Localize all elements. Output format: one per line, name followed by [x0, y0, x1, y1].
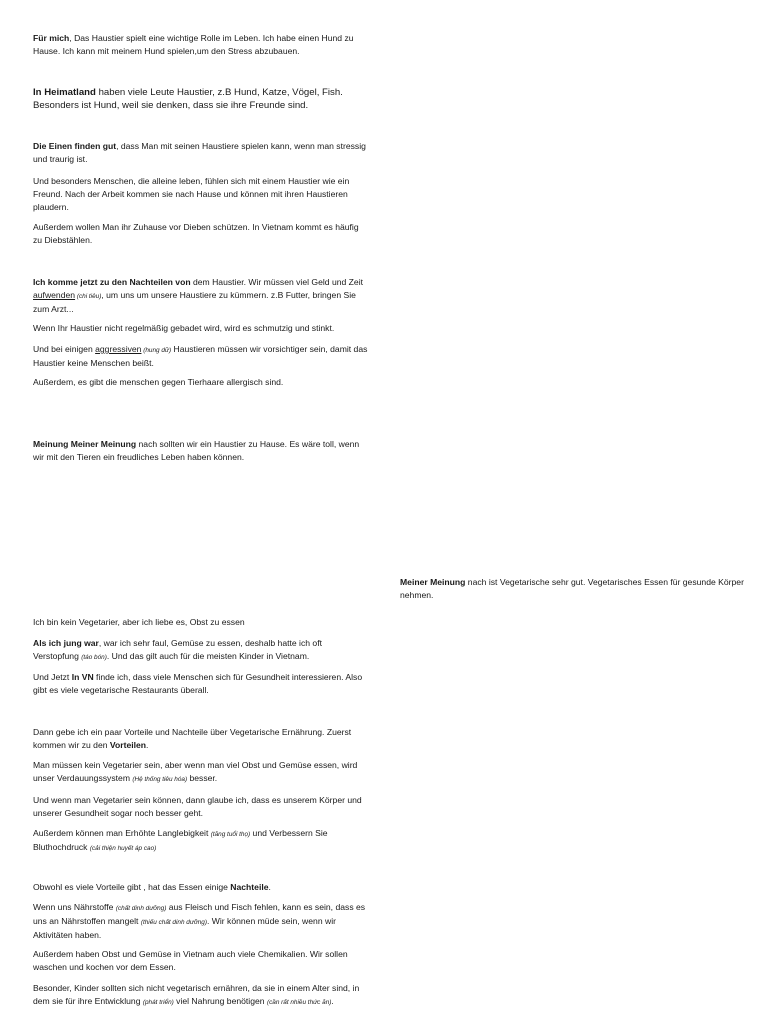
- bold-lead: Die Einen finden gut: [33, 141, 117, 151]
- paragraph-bathing: Wenn Ihr Haustier nicht regelmäßig gebadet wird, wird es schmutzig und stinkt.: [33, 323, 335, 333]
- paragraph-children: [33, 982, 368, 1009]
- bold-lead: Ich komme jetzt zu den Nachteilen von: [33, 277, 191, 287]
- paragraph-text: Und bei einigen: [33, 344, 96, 354]
- paragraph-living-alone: Und besonders Menschen, die alleine leben, fühlen sich mit einem Haustier wie ein Freund. Nach der Arbeit kommen sie nach Hause und können mit ihren Haustieren plaudern.: [33, 176, 350, 212]
- paragraph-not-vegetarian: Ich bin kein Vegetarier, aber ich liebe es, Obst zu essen: [33, 617, 245, 627]
- paragraph-text: dem Haustier. Wir müssen viel Geld und Zeit: [190, 277, 364, 287]
- paragraph-text: Dann gebe ich ein paar Vorteile und Nachteile über Vegetarische Ernährung. Zuerst kommen wir zu den: [33, 727, 352, 750]
- paragraph-pet-importance: [33, 32, 368, 58]
- paragraph-text: Außerdem können man Erhöhte Langlebigkeit: [33, 828, 211, 838]
- paragraph-text: Obwohl es viele Vorteile gibt , hat das Essen einige: [33, 882, 231, 892]
- paragraph-childhood: [33, 637, 368, 664]
- paragraph-text: finde ich, dass viele Menschen sich für Gesundheit interessieren. Also gibt es viele vegetarische Restaurants überall.: [33, 672, 363, 695]
- paragraph-body-health: Und wenn man Vegetarier sein können, dann glaube ich, dass es unserem Körper und unserer Gesundheit sogar noch besser geht.: [33, 795, 362, 818]
- vietnamese-note: (tăng tuổi thọ): [210, 831, 251, 838]
- paragraph-allergy: Außerdem, es gibt die menschen gegen Tierhaare allergisch sind.: [33, 377, 284, 387]
- paragraph-text: . Und das gilt auch für die meisten Kinder in Vietnam.: [106, 651, 310, 661]
- bold-word: In VN: [71, 672, 94, 682]
- paragraph-advantages-intro: [33, 140, 368, 166]
- paragraph-text: Besonder, Kinder sollten sich nicht vegetarisch ernähren, da sie in einem Alter sind, in dem sie für ihre Entwicklung: [33, 983, 360, 1006]
- bold-lead: Meiner Meinung: [400, 577, 466, 587]
- vietnamese-note: (cải thiện huyết áp cao): [89, 845, 157, 852]
- paragraph-opinion-vegetarian: [400, 576, 745, 602]
- bold-lead: In Heimatland: [33, 87, 96, 98]
- vietnamese-note: (táo bón): [81, 654, 107, 661]
- paragraph-text: .: [331, 996, 334, 1006]
- paragraph-nutrients: [33, 901, 368, 942]
- paragraph-text: .: [146, 740, 149, 750]
- paragraph-homeland: [33, 86, 373, 112]
- paragraph-text: viel Nahrung benötigen: [173, 996, 267, 1006]
- paragraph-opinion-pets: [33, 438, 368, 464]
- vietnamese-note: (hung dữ): [141, 347, 172, 354]
- paragraph-text: Man müssen kein Vegetarier sein, aber wenn man viel Obst und Gemüse essen, wird unser Verdauungssystem: [33, 760, 358, 783]
- paragraph-text: , dass Man mit seinen Haustiere spielen kann, wenn man stressig und traurig ist.: [33, 141, 366, 164]
- paragraph-text: haben viele Leute Haustier, z.B Hund, Katze, Vögel, Fish. Besonders ist Hund, weil sie denken, dass sie ihre Freunde sind.: [33, 87, 343, 111]
- underlined-word: aufwenden: [33, 290, 76, 300]
- paragraph-text: nach ist Vegetarische sehr gut. Vegetarisches Essen für gesunde Körper nehmen.: [400, 577, 744, 600]
- vietnamese-note: (phát triển): [142, 999, 174, 1006]
- paragraph-thieves: Außerdem wollen Man ihr Zuhause vor Dieben schützen. In Vietnam kommt es häufig zu Diebstählen.: [33, 222, 359, 245]
- paragraph-vorteile-intro: [33, 726, 368, 752]
- paragraph-text: nach sollten wir ein Haustier zu Hause. Es wäre toll, wenn wir mit den Tieren ein freudliches Leben haben können.: [33, 439, 360, 462]
- paragraph-text: besser.: [187, 773, 218, 783]
- paragraph-text: , Das Haustier spielt eine wichtige Rolle im Leben. Ich habe einen Hund zu Hause. Ich kann mit meinem Hund spielen,um den Stress abzubauen.: [33, 33, 354, 56]
- paragraph-text: . Wir können müde sein, wenn wir Aktivitäten haben.: [33, 916, 336, 940]
- bold-word: Nachteile: [230, 882, 269, 892]
- paragraph-text: Und Jetzt: [33, 672, 72, 682]
- paragraph-nachteile-intro: [33, 881, 368, 894]
- underlined-word: aggressiven: [95, 344, 142, 354]
- vietnamese-note: (chất dinh dưỡng): [115, 905, 167, 912]
- paragraph-health-interest: [33, 671, 368, 697]
- vietnamese-note: (chi tiêu): [75, 293, 102, 300]
- paragraph-text: Wenn uns Nährstoffe: [33, 902, 116, 912]
- paragraph-text: , war ich sehr faul, Gemüse zu essen, deshalb hatte ich oft Verstopfung: [33, 638, 322, 661]
- bold-lead: Meinung Meiner Meinung: [33, 439, 137, 449]
- paragraph-longevity: [33, 827, 368, 855]
- paragraph-chemicals: Außerdem haben Obst und Gemüse in Vietnam auch viele Chemikalien. Wir sollen waschen und kochen vor dem Essen.: [33, 949, 348, 972]
- paragraph-aggressive: [33, 343, 368, 370]
- bold-lead: Für mich: [33, 33, 70, 43]
- paragraph-digestion: [33, 759, 368, 786]
- bold-word: Vorteilen: [109, 740, 147, 750]
- vietnamese-note: (cần rất nhiều thức ăn): [266, 999, 332, 1006]
- paragraph-text: aus Fleisch und Fisch fehlen, kann es sein, dass es uns an Nährstoffen mangelt: [33, 902, 366, 926]
- paragraph-disadvantages: [33, 276, 368, 316]
- paragraph-text: Haustieren müssen wir vorsichtiger sein, damit das Haustier keine Menschen beißt.: [33, 344, 368, 368]
- vietnamese-note: (Hệ thống tiêu hóa): [132, 776, 188, 783]
- vietnamese-note: (thiếu chất dinh dưỡng): [140, 919, 207, 926]
- paragraph-text: , um uns um unsere Haustiere zu kümmern. z.B Futter, bringen Sie zum Arzt...: [33, 290, 356, 314]
- paragraph-text: .: [268, 882, 271, 892]
- paragraph-text: und Verbessern Sie Bluthochdruck: [33, 828, 328, 852]
- bold-lead: Als ich jung war: [33, 638, 99, 648]
